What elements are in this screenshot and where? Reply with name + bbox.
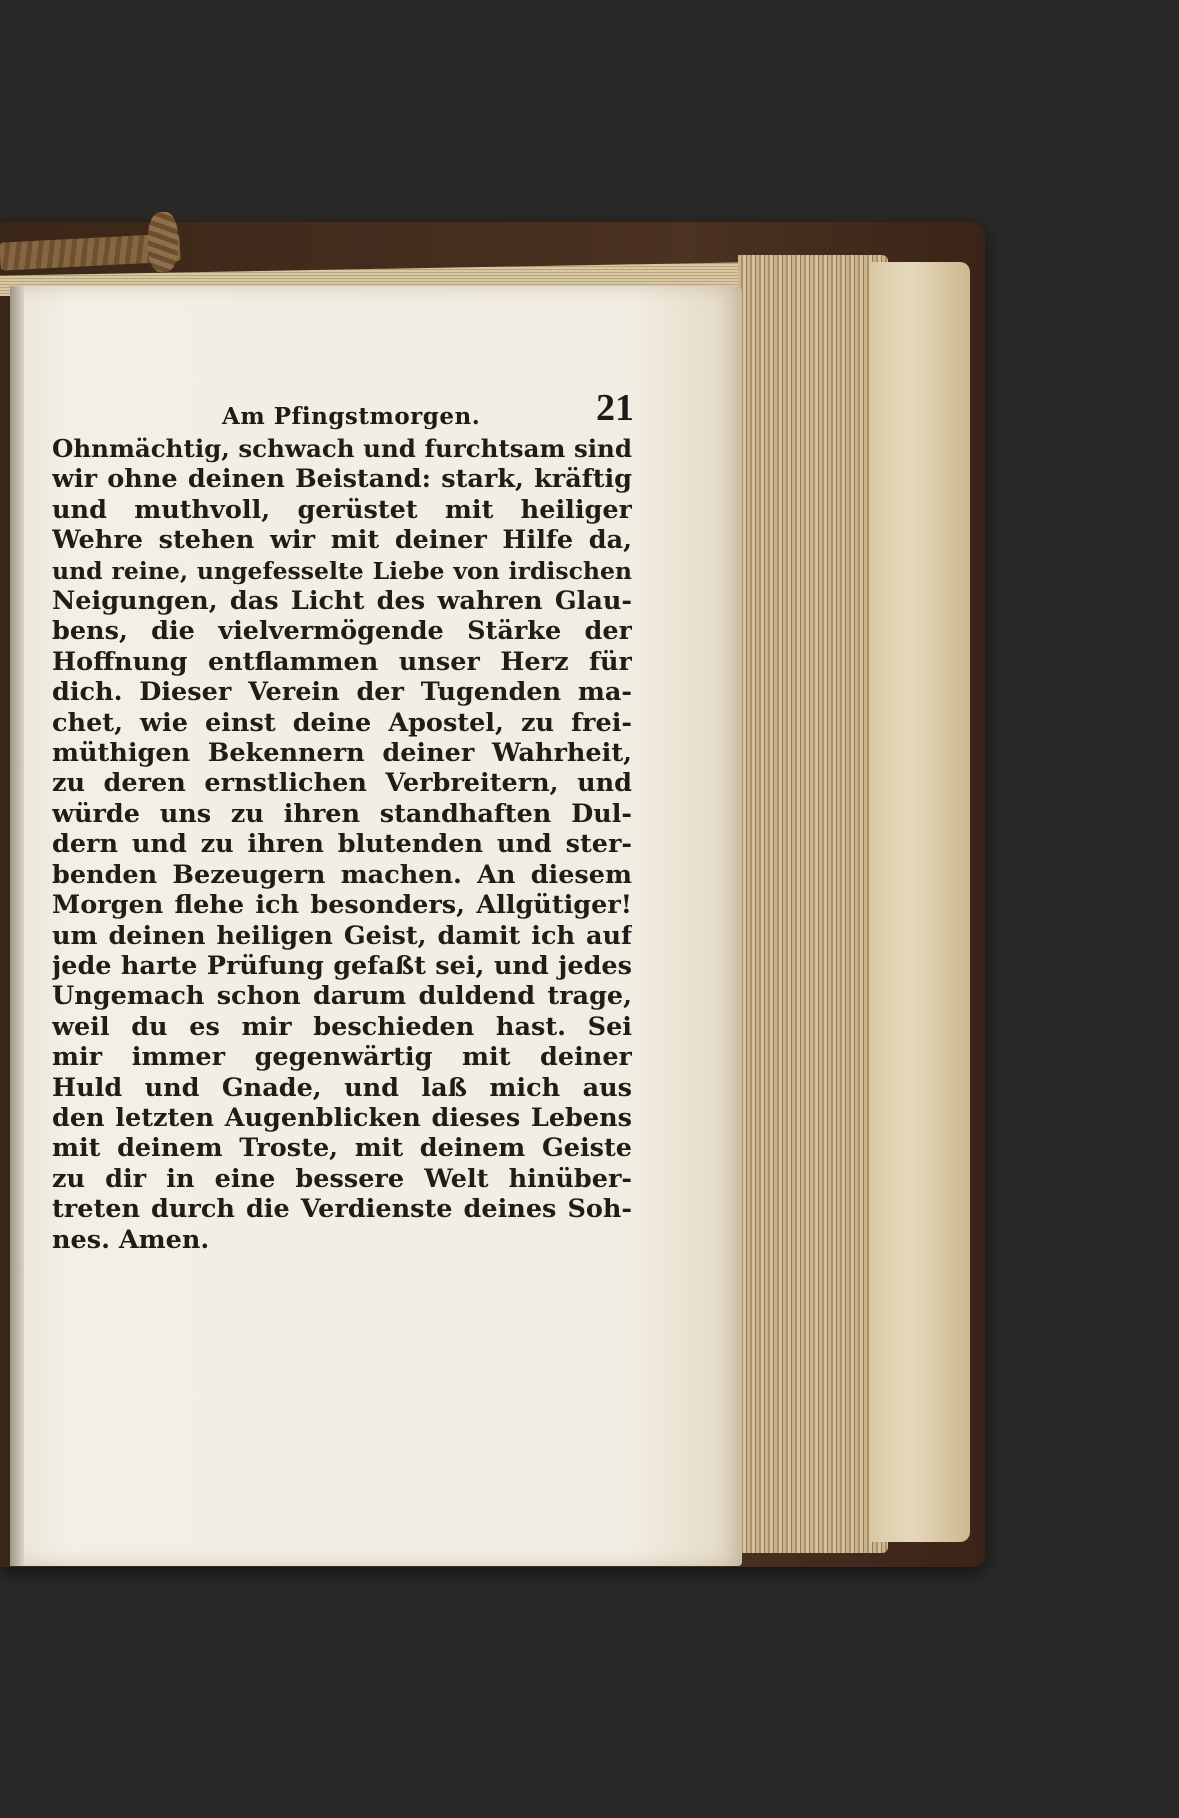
text-line: weil du es mir beschieden hast. Sei (52, 1011, 632, 1042)
text-line: würde uns zu ihren standhaften Dul- (52, 798, 632, 829)
printed-page (10, 286, 742, 1566)
endpaper (870, 262, 970, 1542)
page-gutter (10, 286, 24, 1566)
text-line: mir immer gegenwärtig mit deiner (52, 1042, 632, 1073)
text-line: den letzten Augenblicken dieses Lebens (52, 1102, 632, 1133)
text-line: Wehre stehen wir mit deiner Hilfe da, (52, 525, 632, 556)
running-title: Am Pfingstmorgen. (222, 403, 481, 430)
text-line: zu dir in eine bessere Welt hinüber- (52, 1163, 632, 1194)
text-line: chet, wie einst deine Apostel, zu frei- (52, 707, 632, 738)
text-line: bens, die vielvermögende Stärke der (52, 616, 632, 647)
text-line: Ungemach schon darum duldend trage, (52, 981, 632, 1012)
text-line: müthigen Bekennern deiner Wahrheit, (52, 738, 632, 769)
page-number: 21 (596, 387, 634, 429)
text-line: und reine, ungefesselte Liebe von irdischen (52, 556, 632, 585)
text-line: Hoffnung entflammen unser Herz für (52, 646, 632, 677)
page-header (74, 382, 634, 430)
text-line: Ohnmächtig, schwach und furchtsam sind (52, 434, 632, 463)
text-line: Huld und Gnade, und laß mich aus (52, 1072, 632, 1103)
text-line: Neigungen, das Licht des wahren Glau- (52, 586, 632, 617)
text-line: zu deren ernstlichen Verbreitern, und (52, 768, 632, 799)
body-text (52, 434, 632, 1255)
text-line: dich. Dieser Verein der Tugenden ma- (52, 677, 632, 708)
text-line: wir ohne deinen Beistand: stark, kräftig (52, 464, 632, 495)
text-line: dern und zu ihren blutenden und ster- (52, 829, 632, 860)
ribbon-knot (148, 212, 178, 272)
text-line: und muthvoll, gerüstet mit heiliger (52, 494, 632, 525)
text-line: mit deinem Troste, mit deinem Geiste (52, 1133, 632, 1164)
text-line: um deinen heiligen Geist, damit ich auf (52, 920, 632, 951)
text-line: jede harte Prüfung gefaßt sei, und jedes (52, 950, 632, 981)
text-line: benden Bezeugern machen. An diesem (52, 859, 632, 890)
text-line: treten durch die Verdienste deines Soh- (52, 1194, 632, 1225)
page-fore-edge (738, 255, 888, 1553)
text-line: nes. Amen. (52, 1224, 210, 1255)
text-line: Morgen flehe ich besonders, Allgütiger! (52, 890, 632, 921)
